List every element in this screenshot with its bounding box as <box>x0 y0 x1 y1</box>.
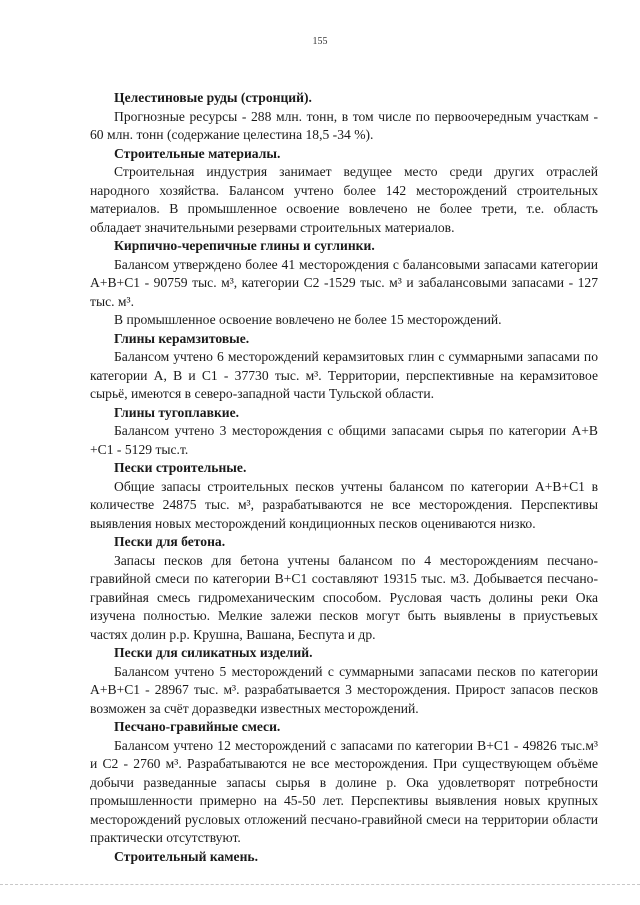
paragraph: Общие запасы строительных песков учтены балансом по категории А+В+С1 в количестве 24875 тыс. м³, разрабатываются не все месторождения. Перспективы выявления новых месторождений кондиционных песков оцениваются низко. <box>90 478 598 531</box>
paragraph: Прогнозные ресурсы - 288 млн. тонн, в том числе по первоочередным участкам - 60 млн. тонн (содержание целестина 18,5 -34 %). <box>90 108 598 142</box>
section-building-stone <box>90 848 598 867</box>
section-heading: Глины тугоплавкие. <box>114 404 240 420</box>
section-heading: Строительный камень. <box>114 848 259 864</box>
section-heading: Пески для бетона. <box>114 534 226 549</box>
section-heading: Глины керамзитовые. <box>114 330 250 346</box>
section-keramzit-clays <box>90 330 598 404</box>
paragraph: Балансом учтено 12 месторождений с запасами по категории В+С1 - 49826 тыс.м³ и С2 - 2760 м³. Разрабатываются не все месторождения. При существующем объёме добычи разведанные запасы сырья в долине р. Ока удовлетворят потребности промышленности примерно на 45-50 лет. Перспективы выявления новых крупных месторождений русловых отложений песчано-гравийной смеси на территории области практически отсутствуют. <box>90 737 598 845</box>
paragraph: Запасы песков для бетона учтены балансом по 4 месторождениям песчано-гравийной смеси по категории В+С1 составляют 19315 тыс. м3. Добывается песчано-гравийная смесь гидромеханическим способом. Русловая часть долины реки Ока изучена полностью. Мелкие залежи песков могут быть выявлены в приустьевых частях долин р.р. Крушна, Вашана, Беспута и др. <box>90 552 598 642</box>
section-celestine <box>90 89 598 145</box>
section-heading: Строительные материалы. <box>114 145 281 161</box>
section-concrete-sands <box>90 533 598 644</box>
section-building-sands <box>90 459 598 533</box>
scan-footer-line <box>0 884 640 885</box>
section-heading: Пески для силикатных изделий. <box>114 645 313 660</box>
paragraph: Балансом учтено 3 месторождения с общими запасами сырья по категории А+В +С1 - 5129 тыс.т. <box>90 423 598 457</box>
paragraph: В промышленное освоение вовлечено не более 15 месторождений. <box>114 312 502 327</box>
section-brick-clays <box>90 237 598 330</box>
paragraph: Балансом утверждено более 41 месторождения с балансовыми запасами категории А+В+С1 - 90759 тыс. м³, категории С2 -1529 тыс. м³ и забалансовыми запасами - 127 тыс. м³. <box>90 256 598 309</box>
section-heading: Песчано-гравийные смеси. <box>114 719 281 734</box>
document-body <box>90 89 598 866</box>
section-silicate-sands <box>90 644 598 718</box>
section-refractory-clays <box>90 404 598 460</box>
section-heading: Целестиновые руды (стронций). <box>114 90 312 105</box>
paragraph: Балансом учтено 5 месторождений с суммарными запасами песков по категории А+В+С1 - 28967 тыс. м³. разрабатывается 3 месторождения. Прирост запасов песков возможен за счёт доразведки известных месторождений. <box>90 663 598 716</box>
paragraph: Балансом учтено 6 месторождений керамзитовых глин с суммарными запасами по категории А, В и С1 - 37730 тыс. м³. Территории, перспективные на керамзитовое сырьё, имеются в северо-западной части Тульской области. <box>90 349 598 401</box>
section-heading: Пески строительные. <box>114 460 247 475</box>
section-heading: Кирпично-черепичные глины и суглинки. <box>114 238 375 253</box>
section-sand-gravel <box>90 718 598 848</box>
section-building-materials <box>90 145 598 238</box>
page-number: 155 <box>312 36 328 47</box>
paragraph: Строительная индустрия занимает ведущее место среди других отраслей народного хозяйства. Балансом учтено более 142 месторождений строительных материалов. В промышленное освоение вовлечено не более трети, т.е. область обладает значительными резервами строительных материалов. <box>90 164 598 235</box>
